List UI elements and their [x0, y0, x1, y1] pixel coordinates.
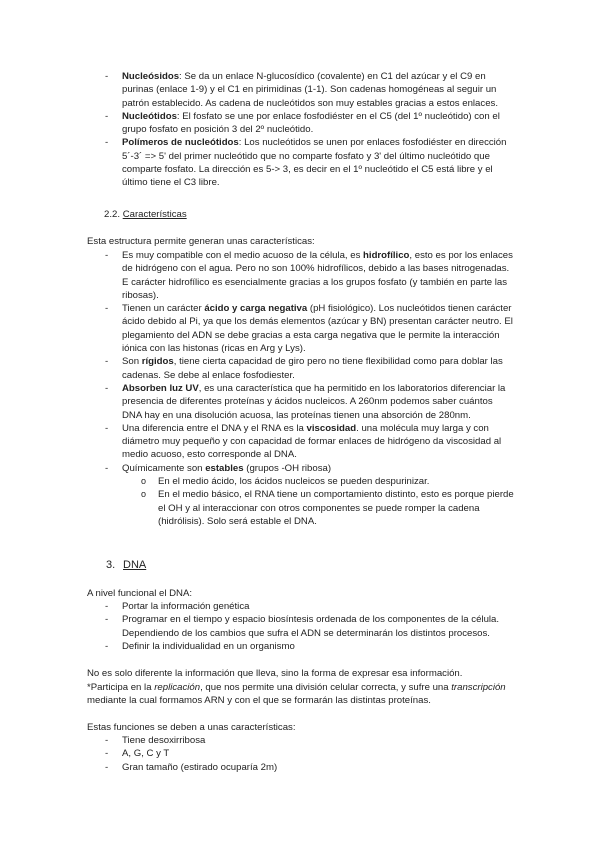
list-dash: - — [105, 137, 109, 149]
item-text: Una diferencia entre el DNA y el RNA es la — [122, 422, 307, 434]
list-dash: - — [105, 761, 109, 773]
char-hidrofilico — [105, 249, 514, 302]
paragraph-text: *Participa en la — [87, 682, 155, 693]
section-title: DNA — [123, 559, 147, 571]
item-text: : El fosfato se une por enlace fosfodiéster en el C5 (del 1º nucleótido) con el grupo fosfato en posición 3 del 2º nucleótido. — [122, 110, 500, 136]
item-text: : Se da un enlace N-glucosídico (covalente) en C1 del azúcar y el C9 en purinas (enlace 1-9) y el C1 en pirimidinas (1-1). Son cadenas homogéneas al seguir un patrón establecido. As cadena de nucleótidos son muy estables gracias a estos enlaces. — [122, 71, 498, 109]
list-dash: - — [105, 614, 109, 626]
char-rigidos — [105, 355, 514, 382]
characteristics-intro: Esta estructura permite generan unas características: — [87, 236, 315, 247]
dna-functions-list — [0, 600, 514, 653]
paragraph-text: mediante la cual formamos ARN y con el que se formarán las distintas proteínas. — [87, 695, 431, 707]
section-heading-3 — [106, 558, 146, 572]
section-title: Características — [122, 209, 187, 220]
list-item-nucleosidos — [105, 70, 514, 110]
list-dash: - — [105, 110, 109, 122]
char-estables — [105, 462, 514, 475]
italic-term: replicación — [154, 682, 201, 693]
list-dash: - — [105, 71, 109, 82]
dna-features-list — [0, 734, 514, 774]
italic-term: transcripción — [451, 682, 506, 693]
circle-bullet: o — [141, 489, 147, 500]
dna-intro: A nivel funcional el DNA: — [87, 588, 193, 599]
sub-item-acido — [141, 475, 514, 488]
list-dash: - — [105, 356, 109, 368]
term-bold: estables — [205, 462, 244, 474]
func-item — [105, 613, 514, 640]
item-text: Químicamente son — [122, 462, 206, 474]
features-intro: Estas funciones se deben a unas características: — [87, 722, 296, 733]
item-text: , esto es por los enlaces de hidrógeno con el agua. Pero no son 100% hidrofílicos, debido a las bases nitrogenadas. E carácter hidrofílico es esencialmente gracias a los grupos fosfato (y también en parte las ribosas). — [122, 250, 513, 301]
info-paragraph: No es solo diferente la información que lleva, sino la forma de expresar esa información. — [87, 668, 463, 679]
feature-item — [105, 734, 514, 747]
item-text: Tiene desoxirribosa — [122, 735, 206, 746]
term-bold: Nucleótidos — [122, 110, 177, 122]
nucleotide-bonds-list — [0, 70, 514, 190]
list-dash: - — [105, 735, 109, 746]
section-number: 2.2. — [104, 209, 121, 220]
feature-item — [105, 761, 514, 774]
item-text: Gran tamaño (estirado ocuparía 2m) — [122, 761, 278, 773]
replication-paragraph — [87, 681, 517, 708]
sub-item-basico — [141, 488, 514, 528]
item-text: (grupos -OH ribosa) — [243, 462, 332, 474]
list-dash: - — [105, 748, 109, 760]
list-dash: - — [105, 462, 109, 474]
char-uv — [105, 382, 514, 422]
item-text: Tienen un carácter — [122, 303, 205, 315]
term-bold: Absorben luz UV — [122, 382, 199, 394]
item-text: , es una característica que ha permitido en los laboratorios diferenciar la presencia de diferentes proteínas y ácidos nucleicos. A 260nm podemos saber cuántos DNA hay en una disolución acuosa, las proteínas tienen una absorción de 280nm. — [122, 382, 506, 421]
item-text: Es muy compatible con el medio acuoso de la célula, es — [122, 250, 364, 261]
list-item-polimeros — [105, 136, 514, 189]
section-heading-2-2 — [104, 208, 187, 221]
func-item — [105, 640, 514, 653]
item-text: Son — [122, 356, 142, 368]
term-bold: hidrofílico — [363, 250, 410, 261]
item-text: . una molécula muy larga y con diámetro muy pequeño y con capacidad de formar enlaces de hidrógeno da viscosidad al medio acuoso, esto corresponde al DNA. — [122, 422, 502, 461]
term-bold: Nucleósidos — [122, 71, 180, 82]
section-number: 3. — [106, 559, 116, 571]
item-text: Programar en el tiempo y espacio biosíntesis ordenada de los componentes de la célula. Dependiendo de los cambios que sufra el ADN se determinarán los distintos procesos. — [122, 614, 500, 639]
term-bold: rígidos — [141, 356, 174, 368]
list-dash: - — [105, 303, 109, 315]
item-text: , tiene cierta capacidad de giro pero no tiene flexibilidad como para doblar las cadenas. Se debe al enlace fosfodiester. — [122, 356, 503, 381]
func-item — [105, 600, 514, 613]
feature-item — [105, 747, 514, 760]
item-text: En el medio básico, el RNA tiene un comportamiento distinto, esto es porque pierde el OH y al interaccionar con otros componentes se puede romper la cadena (hidrólisis). Solo será estable el DNA. — [158, 489, 514, 527]
list-dash: - — [105, 422, 109, 434]
item-text: : Los nucleótidos se unen por enlaces fosfodiéster en dirección 5´-3´ => 5' del primer nucleótido que no comparte fosfato y 3' del último nucleótido que comparte fosfato. La dirección es 5-> 3, es decir en el 1º nucleótido el C5 está libre y el último tiene el C3 libre. — [122, 137, 507, 189]
list-dash: - — [105, 601, 109, 612]
paragraph-text: , que nos permite una división celular correcta, y sufre una — [200, 682, 452, 693]
circle-bullet: o — [141, 476, 147, 487]
item-text: Definir la individualidad en un organismo — [122, 640, 295, 652]
list-item-nucleotidos — [105, 110, 514, 137]
item-text: En el medio ácido, los ácidos nucleicos se pueden despurinizar. — [158, 476, 430, 488]
term-bold: ácido y carga negativa — [204, 303, 308, 315]
list-dash: - — [105, 250, 109, 261]
list-dash: - — [105, 640, 109, 652]
term-bold: Polímeros de nucleótidos — [122, 137, 239, 149]
characteristics-list — [0, 249, 514, 528]
char-viscosidad — [105, 422, 514, 462]
list-dash: - — [105, 382, 109, 394]
item-text: A, G, C y T — [122, 748, 170, 760]
char-acido — [105, 302, 514, 355]
term-bold: viscosidad — [306, 422, 357, 434]
item-text: (pH fisiológico). Los nucleótidos tienen carácter ácido debido al Pi, ya que los demás elementos (azúcar y BN) presentan carácter neutro. El plegamiento del ADN se debe gracias a esta carga negativa que le permite la interacción iónica con las histonas (ricas en Arg y Lys). — [122, 303, 513, 355]
item-text: Portar la información genética — [122, 601, 250, 612]
